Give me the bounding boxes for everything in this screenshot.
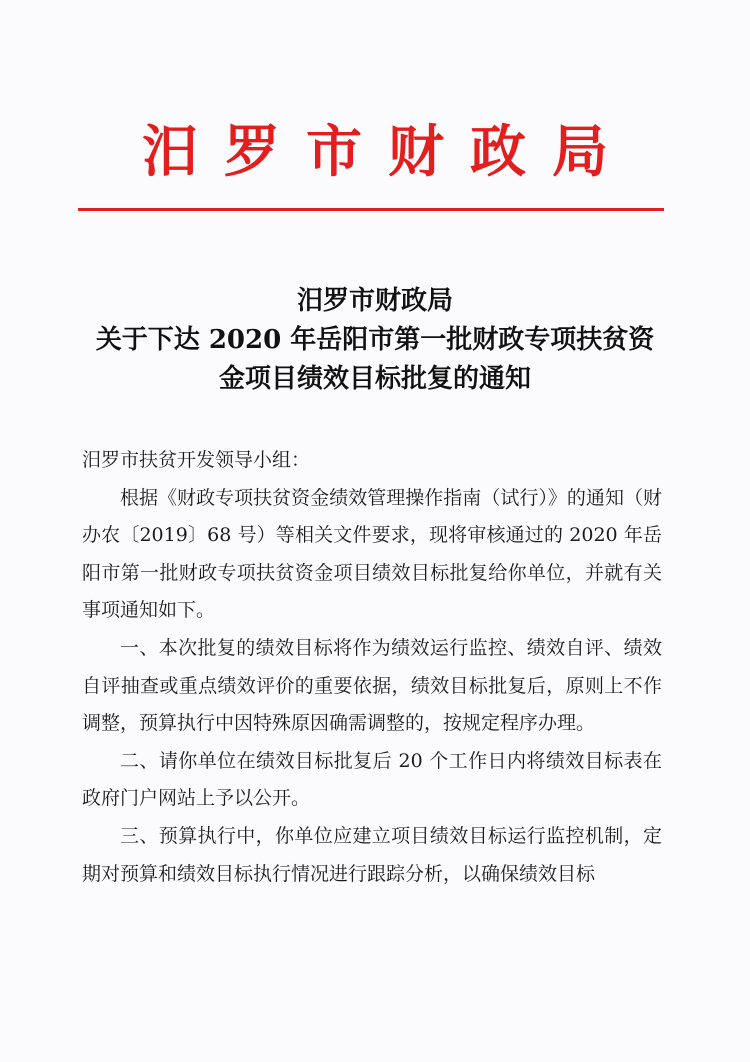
letterhead-agency-name: 汨罗市财政局 (142, 119, 634, 185)
document-title (0, 282, 750, 399)
title-line-3: 金项目绩效目标批复的通知 (218, 364, 531, 394)
paragraph-item-3: 三、预算执行中，你单位应建立项目绩效目标运行监控机制，定期对预算和绩效目标执行情况进行跟踪分析，以确保绩效目标 (82, 824, 662, 885)
document-body (82, 442, 662, 893)
paragraph-item-1: 一、本次批复的绩效目标将作为绩效运行监控、绩效自评、绩效自评抽查或重点绩效评价的重要依据，绩效目标批复后，原则上不作调整，预算执行中因特殊原因确需调整的，按规定程序办理。 (82, 636, 662, 735)
salutation: 汨罗市扶贫开发领导小组： (82, 449, 311, 471)
paragraph-item-2: 二、请你单位在绩效目标批复后 20 个工作日内将绩效目标表在政府门户网站上予以公开。 (82, 749, 662, 810)
title-line-2: 关于下达 2020 年岳阳市第一批财政专项扶贫资 (95, 325, 655, 355)
letterhead-red-rule (78, 208, 664, 211)
title-line-1: 汨罗市财政局 (296, 286, 453, 316)
paragraph-intro: 根据《财政专项扶贫资金绩效管理操作指南（试行）》的通知（财办农〔2019〕68 号）等相关文件要求，现将审核通过的 2020 年岳阳市第一批财政专项扶贫资金项目绩效目标批复给你单位，并就有关事项通知如下。 (82, 486, 662, 622)
